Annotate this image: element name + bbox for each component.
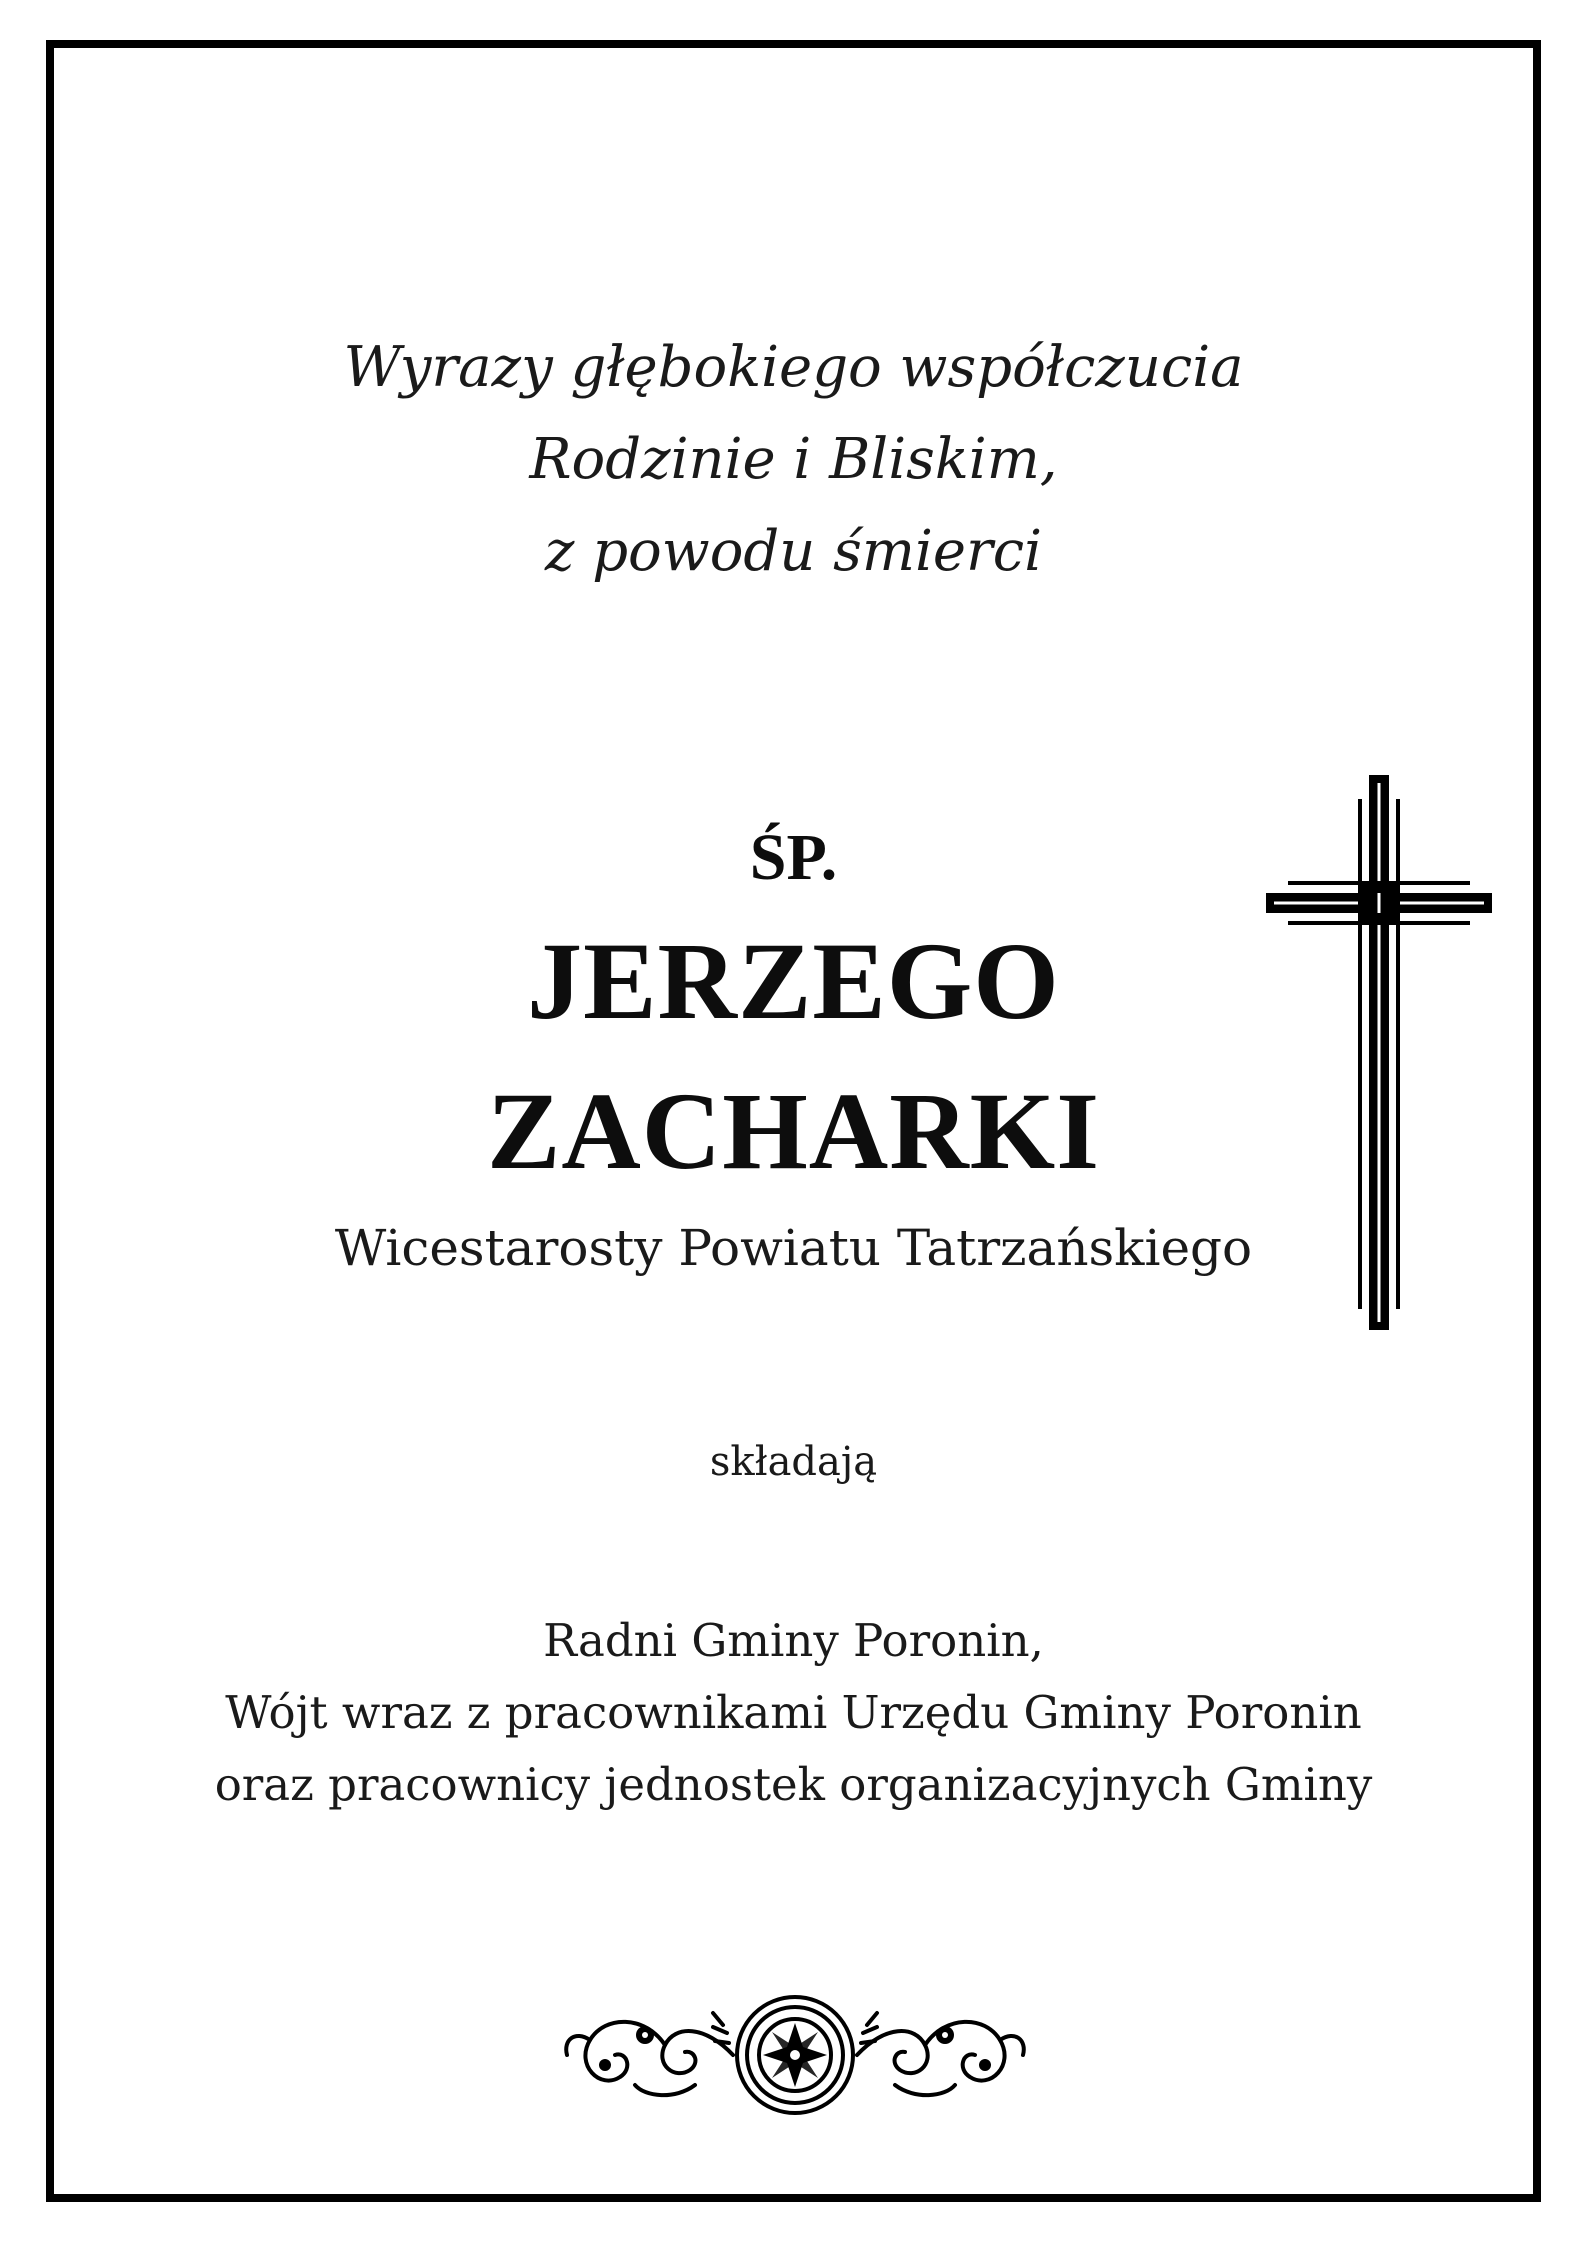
deceased-first-name: JERZEGO (527, 920, 1060, 1042)
cross-icon (1266, 775, 1492, 1330)
honorific: ŚP. (749, 821, 838, 894)
highlander-ornament-icon (545, 1985, 1045, 2125)
offered-by-label: składają (709, 1439, 878, 1485)
deceased-name (150, 906, 1437, 1206)
condolence-line: Wyrazy głębokiego współczucia (343, 335, 1244, 400)
condolence-line: Rodzinie i Bliskim, (529, 427, 1058, 492)
deceased-function: Wicestarosty Powiatu Tatrzańskiego (334, 1219, 1253, 1277)
senders-list (120, 1605, 1467, 1821)
sender-line: Radni Gminy Poronin, (543, 1614, 1044, 1667)
condolence-text (150, 322, 1437, 598)
sender-line: Wójt wraz z pracownikami Urzędu Gminy Poronin (225, 1686, 1362, 1739)
deceased-last-name: ZACHARKI (486, 1070, 1101, 1192)
condolence-line: z powodu śmierci (544, 519, 1043, 584)
sender-line: oraz pracownicy jednostek organizacyjnych Gminy (214, 1758, 1373, 1811)
